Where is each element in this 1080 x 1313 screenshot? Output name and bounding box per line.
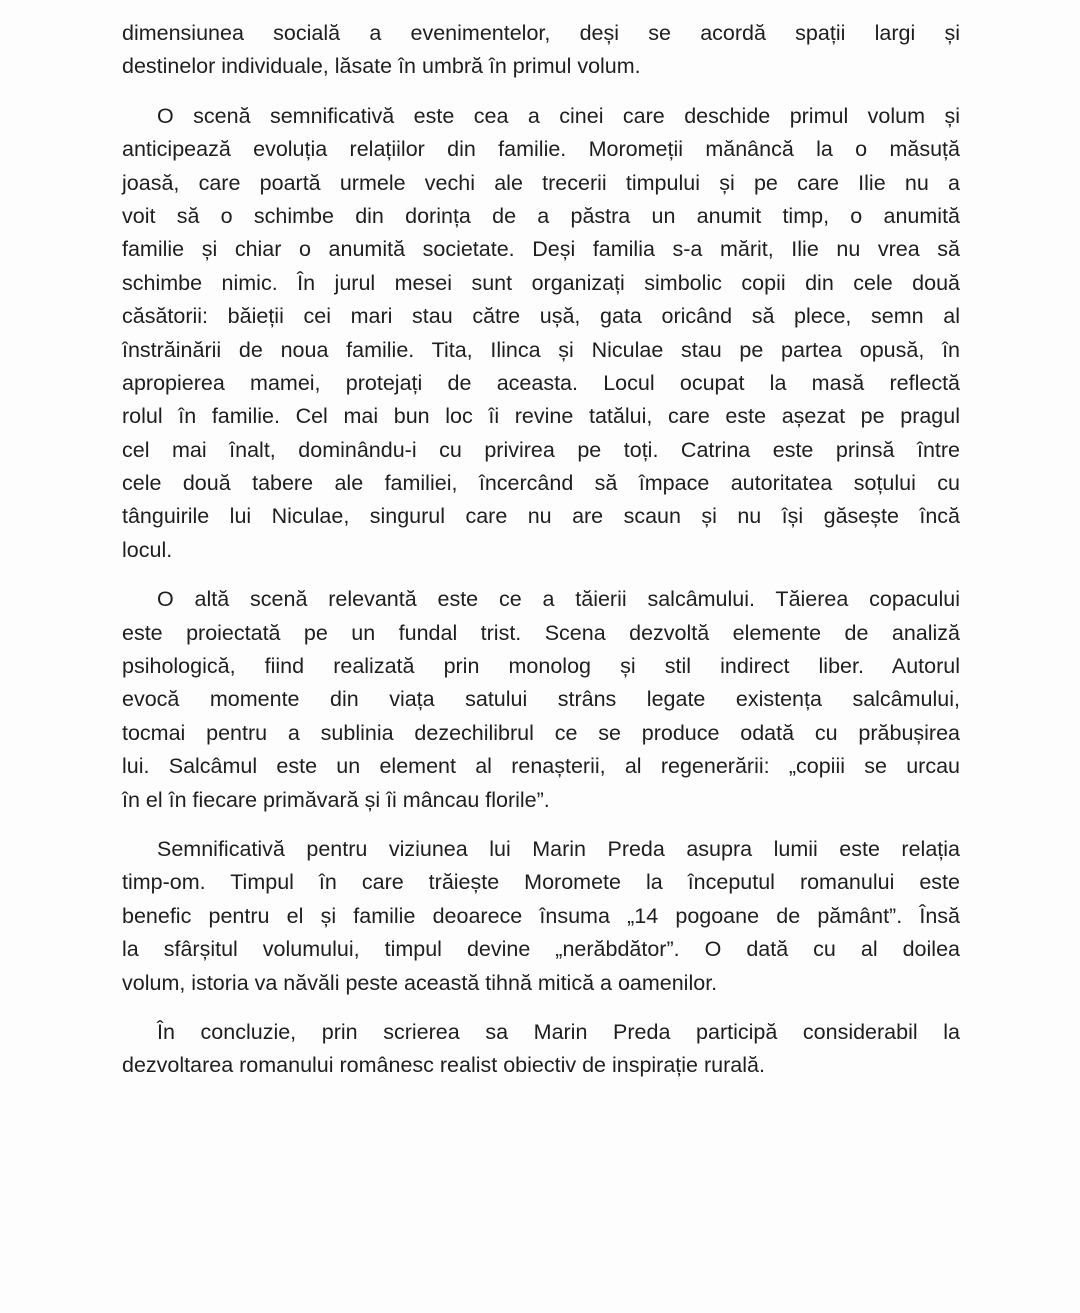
paragraph <box>122 1016 960 1083</box>
text-line: anticipează evoluția relațiilor din familie. Moromeții mănâncă la o măsuță <box>122 137 960 162</box>
text-line: lui. Salcâmul este un element al renașterii, al regenerării: „copiii se urcau <box>122 754 960 779</box>
text-line: dimensiunea socială a evenimentelor, deși se acordă spații largi și <box>122 21 960 45</box>
paragraph <box>122 17 960 84</box>
text-line: rolul în familie. Cel mai bun loc îi revine tatălui, care este așezat pe pragul <box>122 404 960 429</box>
text-line: O scenă semnificativă este cea a cinei care deschide primul volum și <box>157 103 960 128</box>
paragraph <box>122 583 960 817</box>
text-line: În concluzie, prin scrierea sa Marin Preda participă considerabil la <box>157 1019 960 1044</box>
paragraph <box>122 833 960 1000</box>
text-line: voit să o schimbe din dorința de a păstra un anumit timp, o anumită <box>122 203 960 228</box>
text-line: joasă, care poartă urmele vechi ale trecerii timpului și pe care Ilie nu a <box>122 170 960 195</box>
text-line: volum, istoria va năvăli peste această tihnă mitică a oamenilor. <box>122 970 718 995</box>
text-line: Semnificativă pentru viziunea lui Marin Preda asupra lumii este relația <box>157 836 960 861</box>
text-line: evocă momente din viața satului strâns legate existența salcâmului, <box>122 687 960 712</box>
text-line: O altă scenă relevantă este ce a tăierii salcâmului. Tăierea copacului <box>157 587 960 612</box>
text-line: la sfârșitul volumului, timpul devine „nerăbdător”. O dată cu al doilea <box>122 937 960 962</box>
document-page <box>122 17 960 1099</box>
text-line: familie și chiar o anumită societate. Deși familia s-a mărit, Ilie nu vrea să <box>122 237 960 262</box>
text-line: apropierea mamei, protejați de aceasta. Locul ocupat la masă reflectă <box>122 370 960 395</box>
text-line: căsătorii: băieții cei mari stau către ușă, gata oricând să plece, semn al <box>122 304 960 329</box>
text-line: înstrăinării de noua familie. Tita, Ilinca și Niculae stau pe partea opusă, în <box>122 337 960 362</box>
text-line: cele două tabere ale familiei, încercând să împace autoritatea soțului cu <box>122 471 960 496</box>
text-line: tocmai pentru a sublinia dezechilibrul ce se produce odată cu prăbușirea <box>122 720 960 745</box>
text-line: destinelor individuale, lăsate în umbră în primul volum. <box>122 54 641 79</box>
text-line: schimbe nimic. În jurul mesei sunt organizați simbolic copii din cele două <box>122 270 960 295</box>
text-line: în el în fiecare primăvară și îi mâncau florile”. <box>122 787 550 812</box>
text-line: timp-om. Timpul în care trăiește Moromete la începutul romanului este <box>122 870 960 895</box>
paragraph <box>122 100 960 567</box>
text-line: benefic pentru el și familie deoarece însuma „14 pogoane de pământ”. Însă <box>122 903 960 928</box>
text-line: locul. <box>122 537 173 562</box>
text-line: psihologică, fiind realizată prin monolog și stil indirect liber. Autorul <box>122 654 960 679</box>
text-line: cel mai înalt, dominându-i cu privirea pe toți. Catrina este prinsă între <box>122 437 960 462</box>
text-line: este proiectată pe un fundal trist. Scena dezvoltă elemente de analiză <box>122 620 960 645</box>
text-line: tânguirile lui Niculae, singurul care nu are scaun și nu își găsește încă <box>122 504 960 529</box>
text-line: dezvoltarea romanului românesc realist obiectiv de inspirație rurală. <box>122 1053 765 1078</box>
